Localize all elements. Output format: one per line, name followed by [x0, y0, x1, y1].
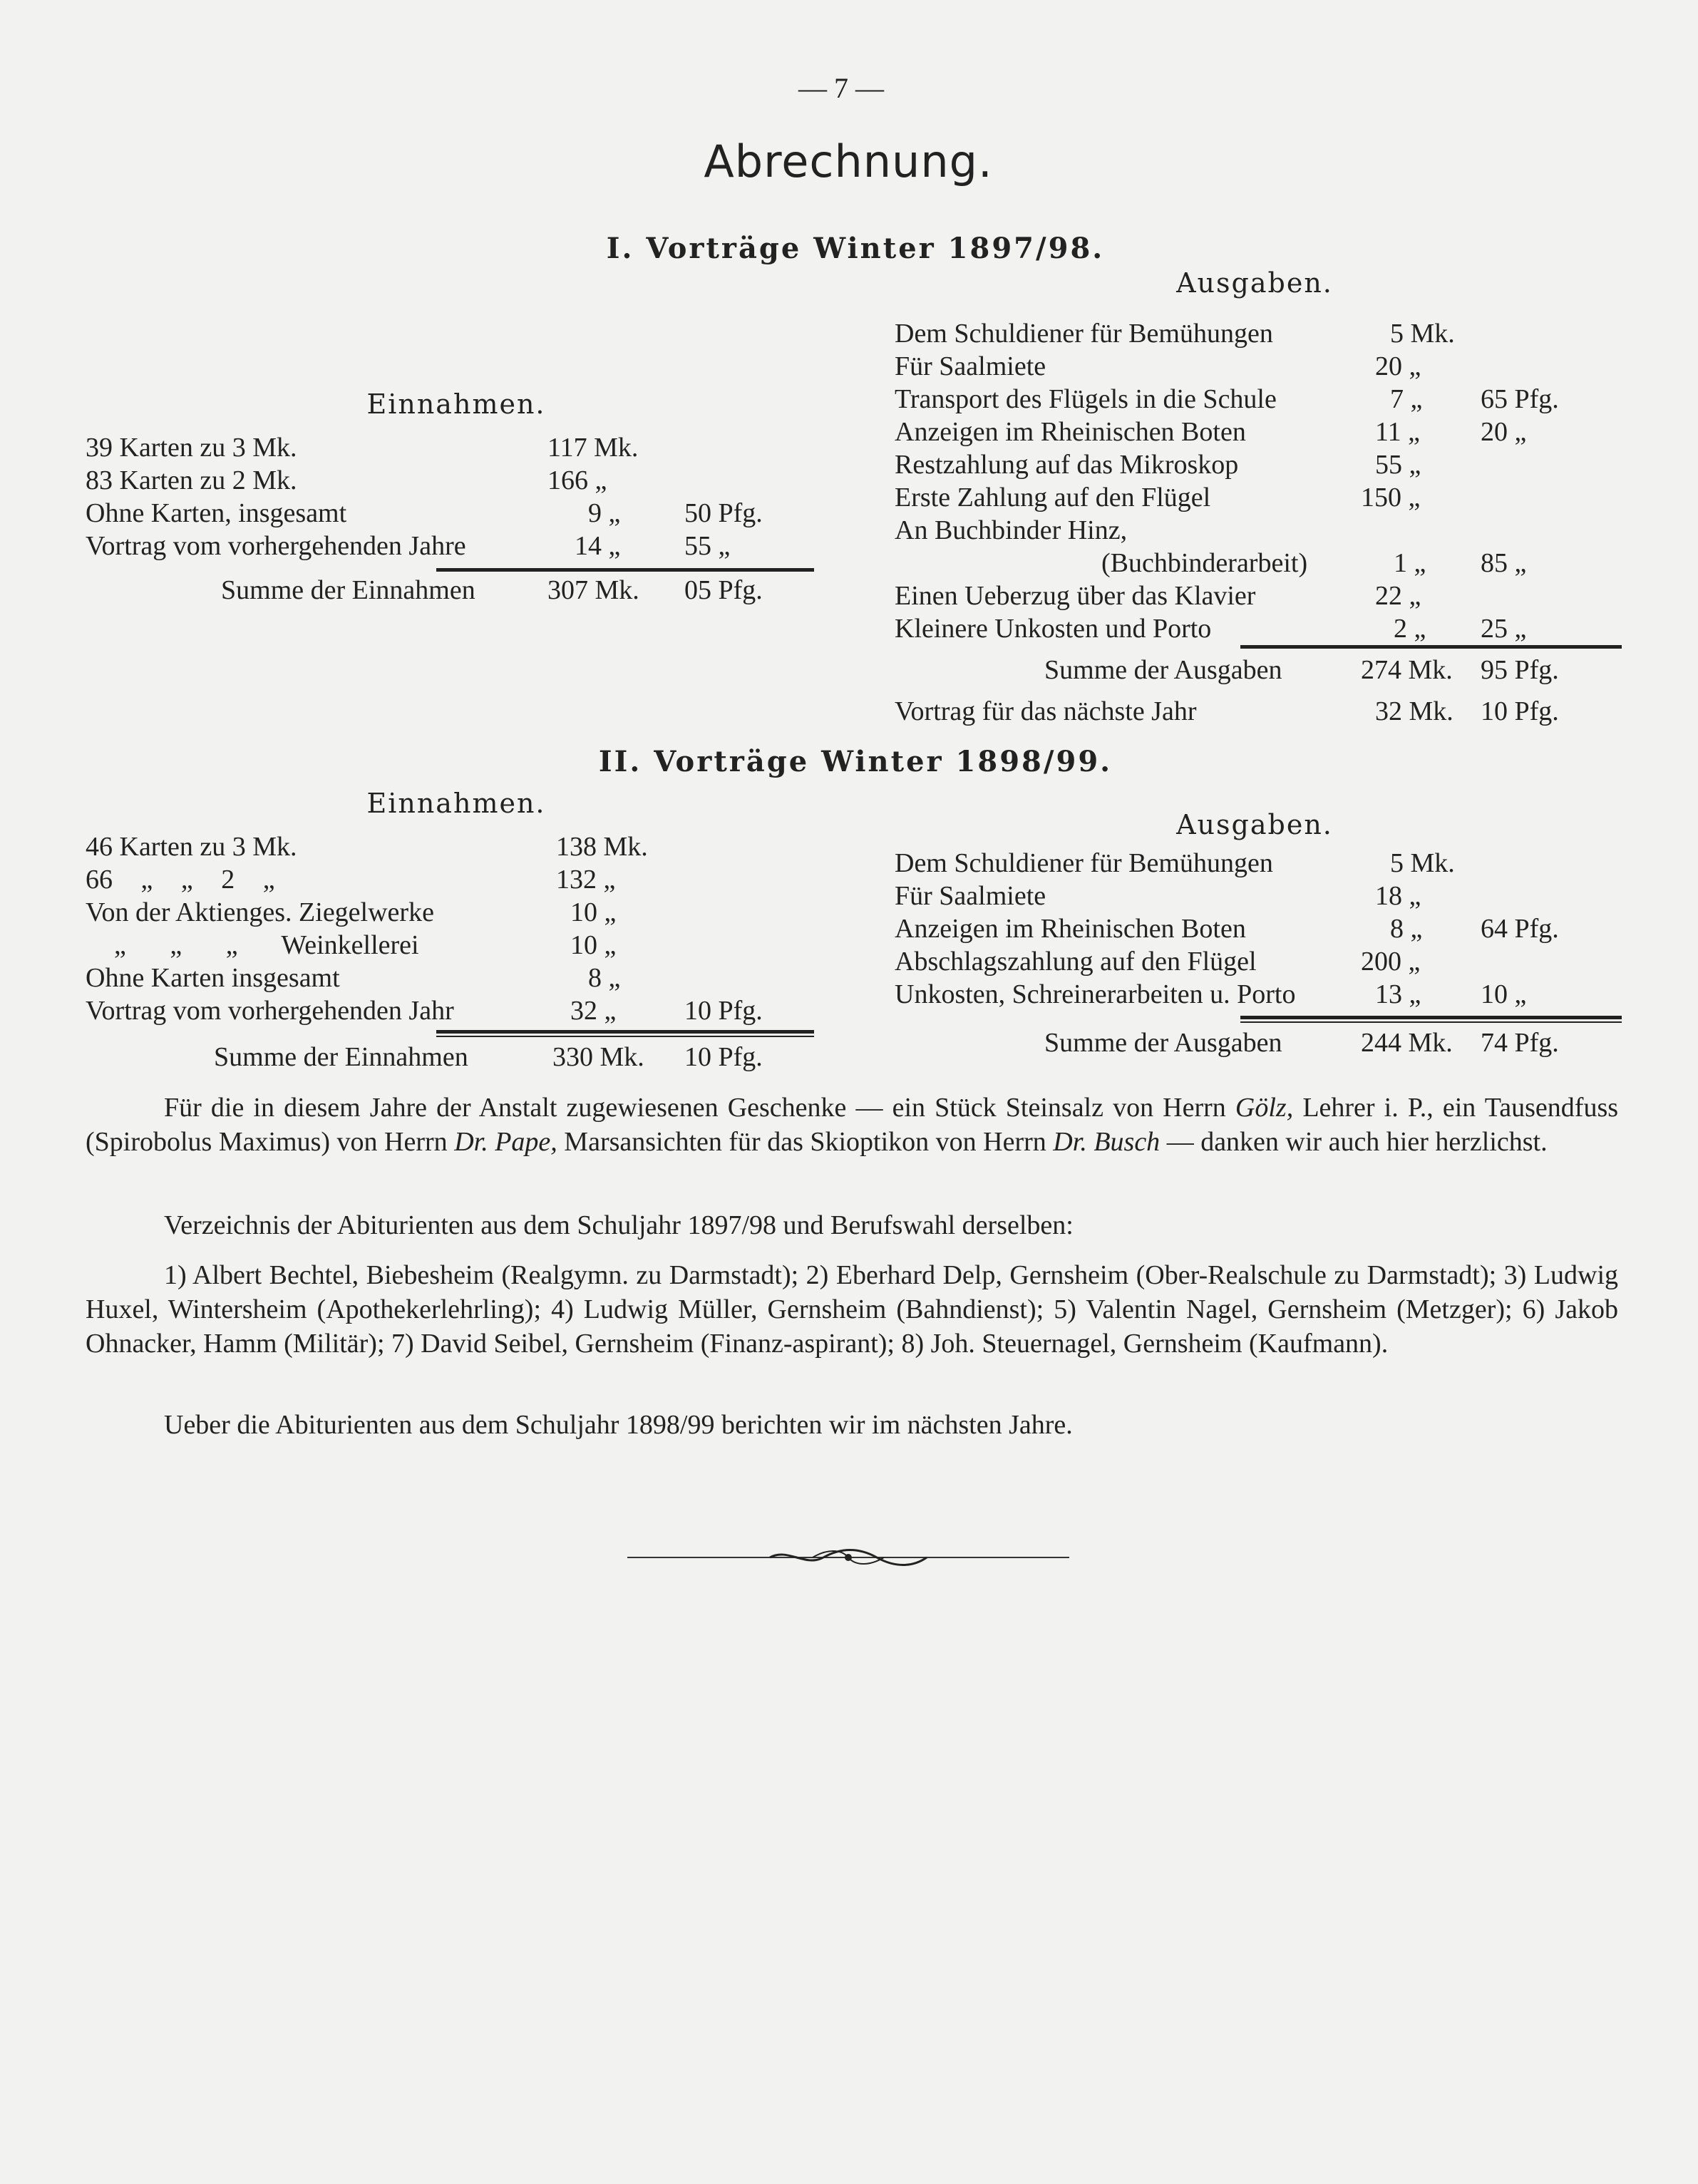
- geschenke-text-1: Für die in diesem Jahre der Anstalt zugewiesenen Geschenke — ein Stück Steinsalz von Herrn: [164, 1093, 1226, 1123]
- item-mk: 55 „: [1375, 450, 1421, 480]
- sum-mk: 307 Mk.: [547, 575, 639, 605]
- geschenke-text-3: Marsansichten für das Skioptikon von Herrn: [564, 1127, 1046, 1157]
- item-pf: 55 „: [684, 531, 731, 561]
- abiturienten-heading: [86, 1208, 1618, 1242]
- sum-label: Summe der Einnahmen: [214, 1042, 468, 1072]
- table-row: [895, 448, 1622, 481]
- item-text: Von der Aktienges. Ziegelwerke: [86, 897, 434, 927]
- item-mk: 20 „: [1375, 351, 1421, 381]
- item-pf: 10 „: [1481, 979, 1527, 1009]
- table-row: [86, 530, 813, 562]
- item-mk: 2 „: [1394, 614, 1426, 644]
- donor-name-busch: Dr. Busch: [1053, 1127, 1161, 1157]
- item-pf: 25 „: [1481, 614, 1527, 644]
- item-mk: 166 „: [547, 465, 607, 495]
- donor-name-pape: Dr. Pape,: [454, 1127, 557, 1157]
- item-mk: 150 „: [1361, 483, 1421, 512]
- item-mk: 1 „: [1394, 548, 1426, 578]
- item-text: 66 „ „ 2 „: [86, 865, 275, 895]
- sum-pf: 95 Pfg.: [1481, 655, 1559, 685]
- abiturienten-outlook: [86, 1408, 1618, 1442]
- geschenke-paragraph: [86, 1091, 1618, 1159]
- table-row: [86, 896, 813, 929]
- item-mk: 132 „: [556, 865, 616, 895]
- sum-rule: [436, 568, 814, 572]
- table-row: [86, 431, 813, 464]
- geschenke-text-4: — danken wir auch hier herzlichst.: [1166, 1127, 1548, 1157]
- item-text: Ohne Karten, insgesamt: [86, 498, 347, 528]
- sum-rule: [436, 1030, 814, 1034]
- item-pf: 10 Pfg.: [684, 996, 763, 1026]
- sum-label: Summe der Einnahmen: [221, 575, 475, 605]
- section1-ausgaben-sum: [895, 654, 1622, 686]
- item-text: Dem Schuldiener für Bemühungen: [895, 319, 1273, 349]
- sum-pf: 05 Pfg.: [684, 575, 763, 605]
- item-text: 83 Karten zu 2 Mk.: [86, 465, 297, 495]
- item-text: Vortrag vom vorhergehenden Jahre: [86, 531, 466, 561]
- item-text: Für Saalmiete: [895, 881, 1046, 911]
- sum-rule: [1240, 645, 1622, 649]
- sum-pf: 74 Pfg.: [1481, 1028, 1559, 1058]
- table-row: [86, 994, 813, 1027]
- item-text: Ohne Karten insgesamt: [86, 963, 340, 993]
- vortrag-mk: 32 Mk.: [1375, 696, 1453, 726]
- item-text: Erste Zahlung auf den Flügel: [895, 483, 1211, 512]
- vortrag-label: Vortrag für das nächste Jahr: [895, 696, 1197, 726]
- table-row: [895, 383, 1622, 416]
- item-mk: 13 „: [1375, 979, 1421, 1009]
- section2-ausgaben-heading: Ausgaben.: [1176, 809, 1333, 840]
- table-row: [895, 945, 1622, 978]
- item-mk: 14 „: [575, 531, 621, 561]
- page-title: Abrechnung.: [704, 135, 993, 187]
- item-mk: 32 „: [570, 996, 617, 1026]
- section1-einnahmen-heading: Einnahmen.: [366, 388, 546, 420]
- item-mk: 9 „: [588, 498, 621, 528]
- item-mk: 5 Mk.: [1390, 848, 1455, 878]
- sum-pf: 10 Pfg.: [684, 1042, 763, 1072]
- item-pf: 65 Pfg.: [1481, 384, 1559, 414]
- table-row: [86, 497, 813, 530]
- section2-heading: II. Vorträge Winter 1898/99.: [598, 745, 1113, 778]
- item-mk: 22 „: [1375, 581, 1421, 611]
- donor-name-goelz: Gölz,: [1235, 1093, 1294, 1123]
- section1-ausgaben-table: [895, 317, 1622, 652]
- abiturienten-list-text: 1) Albert Bechtel, Biebesheim (Realgymn. zu Darmstadt); 2) Eberhard Delp, Gernsheim (Ober-Realschule zu Darmstadt); 3) Ludwig Huxel, Wintersheim (Apothekerlehrling); 4) Ludwig Müller, Gernsheim (Bahndienst); 5) Valentin Nagel, Gernsheim (Metzger); 6) Jakob Ohnacker, Hamm (Militär); 7) David Seibel, Gernsheim (Finanz-aspirant); 8) Joh. Steuernagel, Gernsheim (Kaufmann).: [86, 1260, 1618, 1359]
- item-text: An Buchbinder Hinz,: [895, 515, 1128, 545]
- section1-ausgaben-heading: Ausgaben.: [1176, 267, 1333, 299]
- sum-rule: [1240, 1016, 1622, 1019]
- abiturienten-outlook-text: Ueber die Abiturienten aus dem Schuljahr 1898/99 berichten wir im nächsten Jahre.: [164, 1410, 1073, 1440]
- table-row: [895, 514, 1622, 547]
- table-row: [86, 464, 813, 497]
- item-mk: 10 „: [570, 930, 617, 960]
- item-mk: 8 „: [1390, 914, 1423, 944]
- item-text: Vortrag vom vorhergehenden Jahr: [86, 996, 454, 1026]
- item-text: Anzeigen im Rheinischen Boten: [895, 417, 1246, 447]
- section1-heading: I. Vorträge Winter 1897/98.: [606, 232, 1105, 265]
- item-mk: 200 „: [1361, 947, 1421, 977]
- sum-label: Summe der Ausgaben: [1044, 1028, 1282, 1058]
- table-row: [86, 863, 813, 896]
- item-mk: 138 Mk.: [556, 832, 648, 862]
- section2-einnahmen-sum: [86, 1041, 813, 1073]
- sum-rule: [436, 1036, 814, 1037]
- item-text: „ „ „ Weinkellerei: [114, 930, 419, 960]
- item-text: Anzeigen im Rheinischen Boten: [895, 914, 1246, 944]
- table-row: [895, 912, 1622, 945]
- section2-ausgaben-table: [895, 847, 1622, 1018]
- item-text: 39 Karten zu 3 Mk.: [86, 433, 297, 463]
- table-row: [895, 317, 1622, 350]
- item-text: Einen Ueberzug über das Klavier: [895, 581, 1256, 611]
- item-text: Abschlagszahlung auf den Flügel: [895, 947, 1257, 977]
- item-text: Für Saalmiete: [895, 351, 1046, 381]
- geschenke-text-2: Lehrer i. P., ein Tausendfuss (Spirobolus Maximus) von Herrn: [86, 1093, 1619, 1157]
- item-mk: 117 Mk.: [547, 433, 639, 463]
- item-text: Unkosten, Schreinerarbeiten u. Porto: [895, 979, 1296, 1009]
- table-row: [895, 416, 1622, 448]
- item-mk: 10 „: [570, 897, 617, 927]
- section1-einnahmen-table: [86, 431, 813, 567]
- section1-einnahmen-sum: [86, 574, 813, 607]
- table-row: [895, 350, 1622, 383]
- table-row: [895, 580, 1622, 612]
- section2-einnahmen-heading: Einnahmen.: [366, 788, 546, 819]
- table-row: [895, 612, 1622, 645]
- item-text: (Buchbinderarbeit): [1101, 548, 1308, 578]
- table-row: [895, 978, 1622, 1011]
- sum-mk: 244 Mk.: [1361, 1028, 1453, 1058]
- item-mk: 7 „: [1390, 384, 1423, 414]
- item-text: Kleinere Unkosten und Porto: [895, 614, 1212, 644]
- sum-rule: [1240, 1021, 1622, 1023]
- sum-mk: 274 Mk.: [1361, 655, 1453, 685]
- item-text: Transport des Flügels in die Schule: [895, 384, 1277, 414]
- item-text: Dem Schuldiener für Bemühungen: [895, 848, 1273, 878]
- page-number: — 7 —: [798, 72, 884, 104]
- table-row: [895, 547, 1622, 580]
- table-row: [86, 962, 813, 994]
- section1-vortrag: [895, 695, 1622, 728]
- table-row: [895, 847, 1622, 880]
- table-row: [86, 830, 813, 863]
- item-text: 46 Karten zu 3 Mk.: [86, 832, 297, 862]
- abiturienten-list: [86, 1258, 1618, 1361]
- abiturienten-heading-text: Verzeichnis der Abiturienten aus dem Schuljahr 1897/98 und Berufswahl derselben:: [164, 1210, 1074, 1240]
- ornament-divider-icon: [627, 1543, 1069, 1572]
- item-mk: 11 „: [1375, 417, 1420, 447]
- table-row: [895, 481, 1622, 514]
- item-text: Restzahlung auf das Mikroskop: [895, 450, 1239, 480]
- item-pf: 20 „: [1481, 417, 1527, 447]
- item-mk: 18 „: [1375, 881, 1421, 911]
- item-pf: 50 Pfg.: [684, 498, 763, 528]
- item-mk: 8 „: [588, 963, 621, 993]
- item-mk: 5 Mk.: [1390, 319, 1455, 349]
- item-pf: 64 Pfg.: [1481, 914, 1559, 944]
- vortrag-pf: 10 Pfg.: [1481, 696, 1559, 726]
- table-row: [895, 880, 1622, 912]
- section2-ausgaben-sum: [895, 1026, 1622, 1059]
- sum-label: Summe der Ausgaben: [1044, 655, 1282, 685]
- section2-einnahmen-table: [86, 830, 813, 1030]
- sum-mk: 330 Mk.: [552, 1042, 644, 1072]
- item-pf: 85 „: [1481, 548, 1527, 578]
- table-row: [86, 929, 813, 962]
